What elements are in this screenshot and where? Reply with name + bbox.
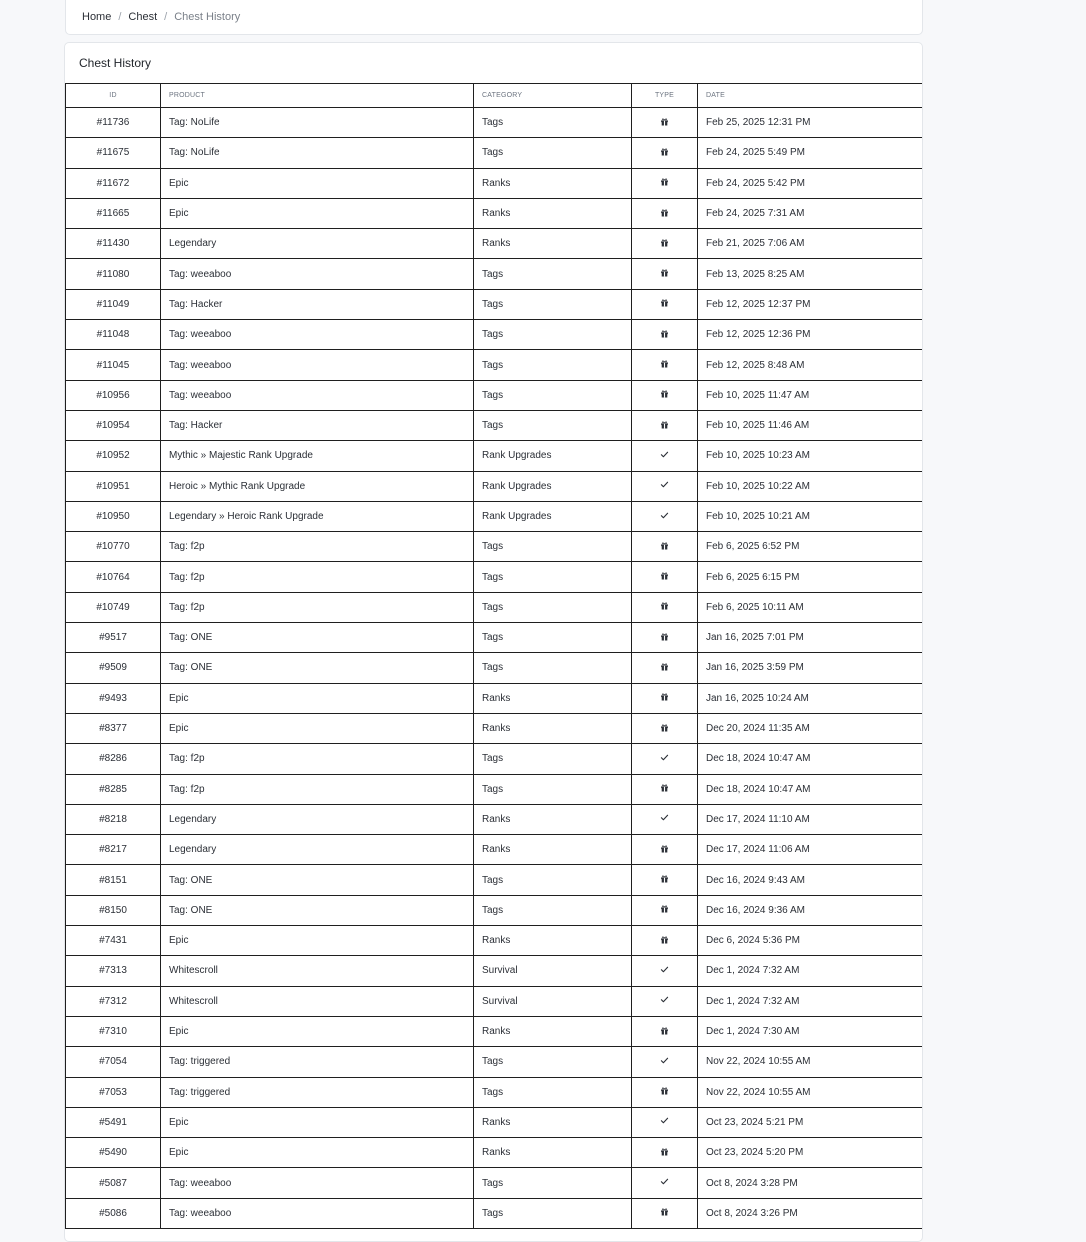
- cell-date: Dec 1, 2024 7:32 AM: [698, 956, 923, 986]
- cell-id: #7054: [66, 1047, 161, 1077]
- gift-icon: [660, 359, 669, 371]
- cell-product: Tag: NoLife: [161, 108, 474, 138]
- cell-category: Tags: [474, 623, 632, 653]
- column-header-type: TYPE: [632, 84, 698, 108]
- gift-icon: [660, 844, 669, 856]
- gift-icon: [660, 1207, 669, 1219]
- cell-category: Tags: [474, 774, 632, 804]
- cell-date: Dec 16, 2024 9:36 AM: [698, 895, 923, 925]
- cell-date: Nov 22, 2024 10:55 AM: [698, 1077, 923, 1107]
- cell-date: Dec 17, 2024 11:06 AM: [698, 835, 923, 865]
- cell-product: Legendary: [161, 229, 474, 259]
- gift-icon: [660, 1147, 669, 1159]
- table-row: [66, 956, 923, 986]
- table-row: [66, 380, 923, 410]
- cell-date: Dec 18, 2024 10:47 AM: [698, 744, 923, 774]
- table-row: [66, 1047, 923, 1077]
- cell-date: Feb 6, 2025 6:52 PM: [698, 532, 923, 562]
- cell-category: Tags: [474, 1077, 632, 1107]
- cell-date: Feb 12, 2025 12:36 PM: [698, 320, 923, 350]
- cell-date: Oct 23, 2024 5:20 PM: [698, 1138, 923, 1168]
- cell-product: Tag: ONE: [161, 865, 474, 895]
- cell-id: #10952: [66, 441, 161, 471]
- cell-product: Whitescroll: [161, 956, 474, 986]
- cell-date: Oct 8, 2024 3:26 PM: [698, 1198, 923, 1228]
- cell-category: Tags: [474, 138, 632, 168]
- cell-category: Tags: [474, 1198, 632, 1228]
- gift-icon: [660, 329, 669, 341]
- cell-type: [632, 501, 698, 531]
- cell-category: Tags: [474, 562, 632, 592]
- cell-product: Epic: [161, 168, 474, 198]
- cell-id: #11080: [66, 259, 161, 289]
- cell-date: Feb 6, 2025 6:15 PM: [698, 562, 923, 592]
- cell-id: #8218: [66, 804, 161, 834]
- cell-date: Feb 24, 2025 5:49 PM: [698, 138, 923, 168]
- cell-type: [632, 1047, 698, 1077]
- gift-icon: [660, 904, 669, 916]
- cell-category: Tags: [474, 259, 632, 289]
- cell-category: Survival: [474, 986, 632, 1016]
- gift-icon: [660, 571, 669, 583]
- cell-id: #7431: [66, 926, 161, 956]
- cell-category: Ranks: [474, 804, 632, 834]
- table-row: [66, 713, 923, 743]
- gift-icon: [660, 238, 669, 250]
- cell-id: #8286: [66, 744, 161, 774]
- chest-history-card: [64, 42, 923, 1242]
- cell-id: #8285: [66, 774, 161, 804]
- cell-type: [632, 108, 698, 138]
- cell-category: Tags: [474, 532, 632, 562]
- cell-date: Feb 13, 2025 8:25 AM: [698, 259, 923, 289]
- cell-id: #8151: [66, 865, 161, 895]
- cell-id: #5086: [66, 1198, 161, 1228]
- cell-date: Oct 23, 2024 5:21 PM: [698, 1107, 923, 1137]
- cell-type: [632, 380, 698, 410]
- cell-category: Tags: [474, 320, 632, 350]
- table-row: [66, 138, 923, 168]
- cell-type: [632, 986, 698, 1016]
- cell-type: [632, 835, 698, 865]
- cell-product: Tag: ONE: [161, 895, 474, 925]
- cell-id: #7053: [66, 1077, 161, 1107]
- table-row: [66, 835, 923, 865]
- gift-icon: [660, 935, 669, 947]
- gift-icon: [660, 147, 669, 159]
- cell-category: Ranks: [474, 1138, 632, 1168]
- cell-category: Survival: [474, 956, 632, 986]
- cell-category: Tags: [474, 744, 632, 774]
- column-header-id: ID: [66, 84, 161, 108]
- table-row: [66, 986, 923, 1016]
- cell-id: #11048: [66, 320, 161, 350]
- cell-id: #10950: [66, 501, 161, 531]
- table-row: [66, 1198, 923, 1228]
- cell-id: #9509: [66, 653, 161, 683]
- cell-date: Feb 24, 2025 5:42 PM: [698, 168, 923, 198]
- cell-product: Legendary: [161, 804, 474, 834]
- cell-date: Jan 16, 2025 7:01 PM: [698, 623, 923, 653]
- cell-type: [632, 956, 698, 986]
- cell-date: Dec 17, 2024 11:10 AM: [698, 804, 923, 834]
- cell-category: Ranks: [474, 1016, 632, 1046]
- cell-id: #7313: [66, 956, 161, 986]
- cell-product: Tag: weeaboo: [161, 1168, 474, 1198]
- check-icon: [660, 965, 669, 977]
- cell-type: [632, 804, 698, 834]
- cell-id: #9493: [66, 683, 161, 713]
- cell-id: #10954: [66, 410, 161, 440]
- cell-type: [632, 592, 698, 622]
- cell-category: Tags: [474, 653, 632, 683]
- cell-date: Feb 12, 2025 12:37 PM: [698, 289, 923, 319]
- cell-product: Legendary » Heroic Rank Upgrade: [161, 501, 474, 531]
- cell-product: Legendary: [161, 835, 474, 865]
- cell-category: Tags: [474, 108, 632, 138]
- breadcrumb-separator: /: [118, 11, 122, 23]
- table-row: [66, 1016, 923, 1046]
- cell-date: Dec 1, 2024 7:32 AM: [698, 986, 923, 1016]
- cell-product: Tag: weeaboo: [161, 259, 474, 289]
- breadcrumb-current: Chest History: [174, 11, 241, 23]
- table-row: [66, 320, 923, 350]
- cell-id: #5491: [66, 1107, 161, 1137]
- table-row: [66, 532, 923, 562]
- cell-date: Oct 8, 2024 3:28 PM: [698, 1168, 923, 1198]
- cell-category: Tags: [474, 380, 632, 410]
- gift-icon: [660, 208, 669, 220]
- cell-type: [632, 1198, 698, 1228]
- cell-date: Dec 20, 2024 11:35 AM: [698, 713, 923, 743]
- cell-id: #11672: [66, 168, 161, 198]
- table-row: [66, 1107, 923, 1137]
- cell-product: Tag: Hacker: [161, 410, 474, 440]
- gift-icon: [660, 420, 669, 432]
- cell-product: Epic: [161, 1107, 474, 1137]
- cell-date: Dec 6, 2024 5:36 PM: [698, 926, 923, 956]
- cell-date: Feb 10, 2025 11:47 AM: [698, 380, 923, 410]
- breadcrumb-home-link[interactable]: Home: [82, 11, 112, 23]
- gift-icon: [660, 298, 669, 310]
- gift-icon: [660, 874, 669, 886]
- table-row: [66, 895, 923, 925]
- cell-product: Mythic » Majestic Rank Upgrade: [161, 441, 474, 471]
- gift-icon: [660, 601, 669, 613]
- table-row: [66, 865, 923, 895]
- cell-date: Jan 16, 2025 10:24 AM: [698, 683, 923, 713]
- cell-type: [632, 1168, 698, 1198]
- table-row: [66, 259, 923, 289]
- table-row: [66, 804, 923, 834]
- cell-id: #8150: [66, 895, 161, 925]
- cell-category: Ranks: [474, 835, 632, 865]
- cell-id: #5490: [66, 1138, 161, 1168]
- table-row: [66, 471, 923, 501]
- cell-product: Tag: weeaboo: [161, 380, 474, 410]
- check-icon: [660, 753, 669, 765]
- cell-id: #8377: [66, 713, 161, 743]
- gift-icon: [660, 692, 669, 704]
- gift-icon: [660, 268, 669, 280]
- cell-date: Feb 21, 2025 7:06 AM: [698, 229, 923, 259]
- column-header-date: DATE: [698, 84, 923, 108]
- cell-id: #11665: [66, 198, 161, 228]
- cell-type: [632, 471, 698, 501]
- table-row: [66, 501, 923, 531]
- table-row: [66, 1168, 923, 1198]
- cell-product: Tag: f2p: [161, 592, 474, 622]
- table-row: [66, 744, 923, 774]
- table-body: [66, 108, 923, 1229]
- cell-product: Tag: NoLife: [161, 138, 474, 168]
- cell-category: Rank Upgrades: [474, 471, 632, 501]
- cell-type: [632, 259, 698, 289]
- cell-category: Ranks: [474, 926, 632, 956]
- cell-date: Dec 1, 2024 7:30 AM: [698, 1016, 923, 1046]
- cell-category: Tags: [474, 1168, 632, 1198]
- cell-id: #11045: [66, 350, 161, 380]
- cell-id: #8217: [66, 835, 161, 865]
- chest-history-table: [65, 83, 923, 1229]
- cell-category: Ranks: [474, 229, 632, 259]
- cell-type: [632, 532, 698, 562]
- cell-id: #11430: [66, 229, 161, 259]
- gift-icon: [660, 117, 669, 129]
- cell-category: Tags: [474, 289, 632, 319]
- cell-id: #11049: [66, 289, 161, 319]
- cell-category: Rank Upgrades: [474, 441, 632, 471]
- cell-id: #10749: [66, 592, 161, 622]
- cell-product: Epic: [161, 926, 474, 956]
- cell-category: Tags: [474, 865, 632, 895]
- table-row: [66, 168, 923, 198]
- cell-type: [632, 1138, 698, 1168]
- cell-product: Epic: [161, 713, 474, 743]
- cell-product: Tag: ONE: [161, 623, 474, 653]
- cell-category: Tags: [474, 1047, 632, 1077]
- check-icon: [660, 511, 669, 523]
- cell-product: Tag: f2p: [161, 774, 474, 804]
- cell-date: Dec 16, 2024 9:43 AM: [698, 865, 923, 895]
- table-row: [66, 774, 923, 804]
- cell-category: Ranks: [474, 1107, 632, 1137]
- cell-date: Jan 16, 2025 3:59 PM: [698, 653, 923, 683]
- cell-id: #9517: [66, 623, 161, 653]
- cell-type: [632, 168, 698, 198]
- cell-type: [632, 289, 698, 319]
- table-row: [66, 926, 923, 956]
- table-row: [66, 108, 923, 138]
- cell-type: [632, 926, 698, 956]
- cell-type: [632, 441, 698, 471]
- cell-category: Ranks: [474, 168, 632, 198]
- cell-date: Dec 18, 2024 10:47 AM: [698, 774, 923, 804]
- cell-type: [632, 198, 698, 228]
- cell-category: Tags: [474, 410, 632, 440]
- table-row: [66, 441, 923, 471]
- cell-id: #7310: [66, 1016, 161, 1046]
- cell-date: Nov 22, 2024 10:55 AM: [698, 1047, 923, 1077]
- cell-product: Tag: Hacker: [161, 289, 474, 319]
- breadcrumb: [65, 0, 923, 35]
- check-icon: [660, 813, 669, 825]
- gift-icon: [660, 389, 669, 401]
- cell-type: [632, 138, 698, 168]
- cell-product: Whitescroll: [161, 986, 474, 1016]
- cell-type: [632, 1016, 698, 1046]
- table-row: [66, 1077, 923, 1107]
- cell-date: Feb 10, 2025 10:21 AM: [698, 501, 923, 531]
- cell-type: [632, 562, 698, 592]
- table-row: [66, 562, 923, 592]
- cell-product: Tag: f2p: [161, 562, 474, 592]
- cell-id: #10956: [66, 380, 161, 410]
- cell-date: Feb 24, 2025 7:31 AM: [698, 198, 923, 228]
- table-row: [66, 410, 923, 440]
- cell-type: [632, 1077, 698, 1107]
- cell-type: [632, 229, 698, 259]
- cell-category: Tags: [474, 592, 632, 622]
- check-icon: [660, 450, 669, 462]
- gift-icon: [660, 662, 669, 674]
- cell-id: #11675: [66, 138, 161, 168]
- cell-product: Epic: [161, 683, 474, 713]
- cell-product: Tag: weeaboo: [161, 320, 474, 350]
- cell-date: Feb 10, 2025 11:46 AM: [698, 410, 923, 440]
- cell-id: #5087: [66, 1168, 161, 1198]
- cell-product: Epic: [161, 198, 474, 228]
- table-header-row: [66, 84, 923, 108]
- cell-type: [632, 865, 698, 895]
- cell-product: Tag: f2p: [161, 532, 474, 562]
- gift-icon: [660, 783, 669, 795]
- table-row: [66, 1138, 923, 1168]
- cell-id: #10764: [66, 562, 161, 592]
- cell-id: #11736: [66, 108, 161, 138]
- cell-category: Rank Upgrades: [474, 501, 632, 531]
- table-row: [66, 653, 923, 683]
- cell-product: Epic: [161, 1016, 474, 1046]
- card-title: Chest History: [79, 56, 152, 70]
- cell-id: #10951: [66, 471, 161, 501]
- table-row: [66, 289, 923, 319]
- cell-type: [632, 774, 698, 804]
- check-icon: [660, 1116, 669, 1128]
- check-icon: [660, 1056, 669, 1068]
- table-row: [66, 229, 923, 259]
- gift-icon: [660, 1026, 669, 1038]
- check-icon: [660, 480, 669, 492]
- cell-product: Heroic » Mythic Rank Upgrade: [161, 471, 474, 501]
- cell-category: Tags: [474, 895, 632, 925]
- table-row: [66, 683, 923, 713]
- cell-date: Feb 10, 2025 10:22 AM: [698, 471, 923, 501]
- cell-product: Epic: [161, 1138, 474, 1168]
- table-row: [66, 623, 923, 653]
- cell-type: [632, 410, 698, 440]
- cell-category: Ranks: [474, 713, 632, 743]
- table-row: [66, 198, 923, 228]
- table-row: [66, 350, 923, 380]
- cell-type: [632, 653, 698, 683]
- cell-type: [632, 713, 698, 743]
- cell-type: [632, 623, 698, 653]
- gift-icon: [660, 723, 669, 735]
- cell-product: Tag: weeaboo: [161, 350, 474, 380]
- cell-type: [632, 1107, 698, 1137]
- gift-icon: [660, 541, 669, 553]
- gift-icon: [660, 177, 669, 189]
- column-header-category: CATEGORY: [474, 84, 632, 108]
- gift-icon: [660, 632, 669, 644]
- cell-product: Tag: triggered: [161, 1077, 474, 1107]
- cell-product: Tag: triggered: [161, 1047, 474, 1077]
- cell-product: Tag: f2p: [161, 744, 474, 774]
- check-icon: [660, 995, 669, 1007]
- check-icon: [660, 1177, 669, 1189]
- cell-date: Feb 12, 2025 8:48 AM: [698, 350, 923, 380]
- column-header-product: PRODUCT: [161, 84, 474, 108]
- breadcrumb-separator: /: [164, 11, 168, 23]
- cell-date: Feb 6, 2025 10:11 AM: [698, 592, 923, 622]
- gift-icon: [660, 1086, 669, 1098]
- cell-category: Tags: [474, 350, 632, 380]
- cell-type: [632, 895, 698, 925]
- table-row: [66, 592, 923, 622]
- cell-date: Feb 25, 2025 12:31 PM: [698, 108, 923, 138]
- cell-category: Ranks: [474, 198, 632, 228]
- cell-category: Ranks: [474, 683, 632, 713]
- cell-id: #10770: [66, 532, 161, 562]
- cell-type: [632, 683, 698, 713]
- cell-product: Tag: ONE: [161, 653, 474, 683]
- cell-date: Feb 10, 2025 10:23 AM: [698, 441, 923, 471]
- cell-type: [632, 744, 698, 774]
- cell-id: #7312: [66, 986, 161, 1016]
- cell-type: [632, 350, 698, 380]
- breadcrumb-chest-link[interactable]: Chest: [128, 11, 158, 23]
- cell-type: [632, 320, 698, 350]
- cell-product: Tag: weeaboo: [161, 1198, 474, 1228]
